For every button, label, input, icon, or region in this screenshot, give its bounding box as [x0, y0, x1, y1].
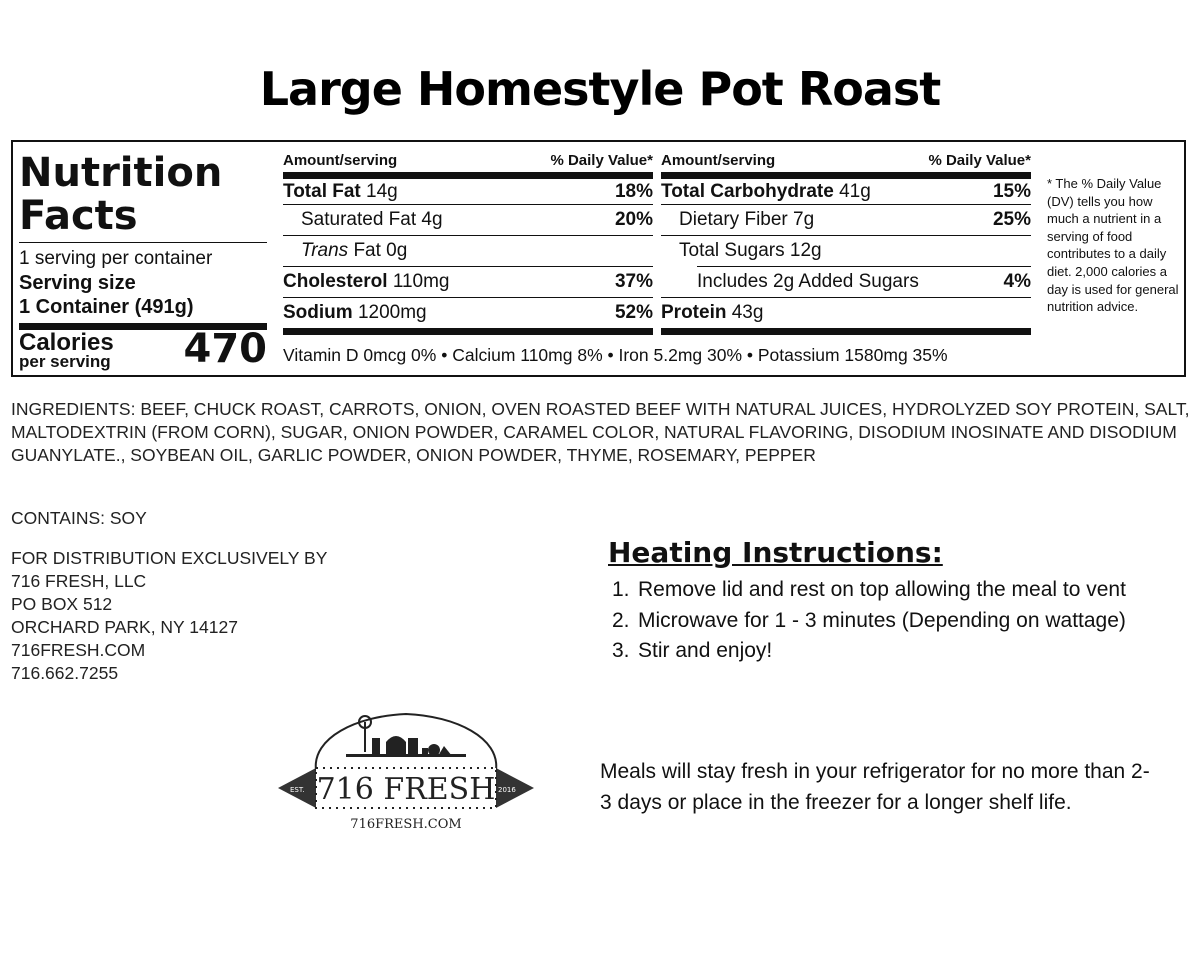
nutrient-column-right: [661, 152, 1031, 335]
heating-step: 2. Microwave for 1 - 3 minutes (Depending on wattage): [612, 608, 1126, 632]
daily-value-footnote: * The % Daily Value (DV) tells you how much a nutrient in a serving of food contributes to a daily diet. 2,000 calories a day is used for general nutrition advice.: [1047, 176, 1179, 315]
nutrient-row-trans-fat: Trans Fat 0g: [283, 235, 653, 266]
logo-name: 716 FRESH: [316, 772, 496, 807]
distributor-line: PO BOX 512: [11, 594, 113, 614]
nutrient-row-total-sugars: Total Sugars 12g: [661, 235, 1031, 266]
allergen-statement: CONTAINS: SOY: [11, 508, 147, 528]
logo-est: EST.: [290, 786, 305, 794]
nutrition-facts-panel: [11, 140, 1186, 377]
distributor-line: 716.662.7255: [11, 663, 119, 683]
nutrient-row-saturated-fat: Saturated Fat 4g 20%: [283, 204, 653, 235]
nutrition-heading-line2: Facts: [19, 193, 138, 239]
logo-url: 716FRESH.COM: [350, 817, 462, 832]
heating-instructions-title: Heating Instructions:: [608, 536, 943, 569]
ingredients-list: INGREDIENTS: BEEF, CHUCK ROAST, CARROTS, ONION, OVEN ROASTED BEEF WITH NATURAL JUICES, HYDROLYZED SOY PROTEIN, SALT, MALTODEXTRIN (FROM CORN), SUGAR, ONION POWDER, CARAMEL COLOR, NATURAL FLAVORING, DISODIUM INOSINATE AND DISODIUM GUANYLATE., SOYBEAN OIL, GARLIC POWDER, ONION POWDER, THYME, ROSEMARY, PEPPER: [11, 399, 1190, 465]
nutrient-row-total-carbohydrate: Total Carbohydrate 41g 15%: [661, 172, 1031, 204]
heating-step: 3. Stir and enjoy!: [612, 639, 773, 662]
daily-value-header: % Daily Value*: [550, 152, 653, 169]
nutrient-row-cholesterol: Cholesterol 110mg 37%: [283, 266, 653, 297]
nutrient-column-left: [283, 152, 653, 335]
serving-size-label: Serving size: [19, 272, 136, 294]
calories-label: Calories: [19, 329, 114, 356]
calories-row: [19, 326, 267, 372]
amount-serving-header-2: Amount/serving: [661, 152, 776, 169]
logo-year: 2016: [498, 786, 516, 794]
nutrition-heading-line1: Nutrition: [19, 150, 223, 196]
heating-step: 1. Remove lid and rest on top allowing the meal to vent: [612, 578, 1126, 601]
716-fresh-logo: [276, 708, 536, 838]
nutrient-row-total-fat: Total Fat 14g 18%: [283, 172, 653, 204]
daily-value-header-2: % Daily Value*: [928, 152, 1031, 169]
nutrient-row-added-sugars: Includes 2g Added Sugars 4%: [697, 266, 1031, 297]
servings-per-container: 1 serving per container: [19, 248, 213, 269]
amount-serving-header: Amount/serving: [283, 152, 398, 169]
nutrition-left-column: [19, 152, 267, 370]
vitamins-minerals: Vitamin D 0mcg 0% • Calcium 110mg 8% • Iron 5.2mg 30% • Potassium 1580mg 35%: [283, 345, 948, 365]
nutrient-row-protein: Protein 43g: [661, 297, 1031, 328]
serving-size-value: 1 Container (491g): [19, 296, 194, 318]
distributor-line: 716 FRESH, LLC: [11, 571, 147, 591]
nutrient-row-sodium: Sodium 1200mg 52%: [283, 297, 653, 328]
calories-value: 470: [183, 326, 267, 372]
nutrient-row-dietary-fiber: Dietary Fiber 7g 25%: [661, 204, 1031, 235]
heating-steps: [612, 575, 1132, 667]
distributor-line: FOR DISTRIBUTION EXCLUSIVELY BY: [11, 548, 328, 568]
distributor-info: [11, 547, 327, 685]
calories-sub: per serving: [19, 352, 111, 371]
distributor-line: 716FRESH.COM: [11, 640, 146, 660]
distributor-line: ORCHARD PARK, NY 14127: [11, 617, 238, 637]
storage-note: Meals will stay fresh in your refrigerator for no more than 2-3 days or place in the freezer for a longer shelf life.: [600, 760, 1150, 814]
product-title: Large Homestyle Pot Roast: [259, 62, 941, 116]
